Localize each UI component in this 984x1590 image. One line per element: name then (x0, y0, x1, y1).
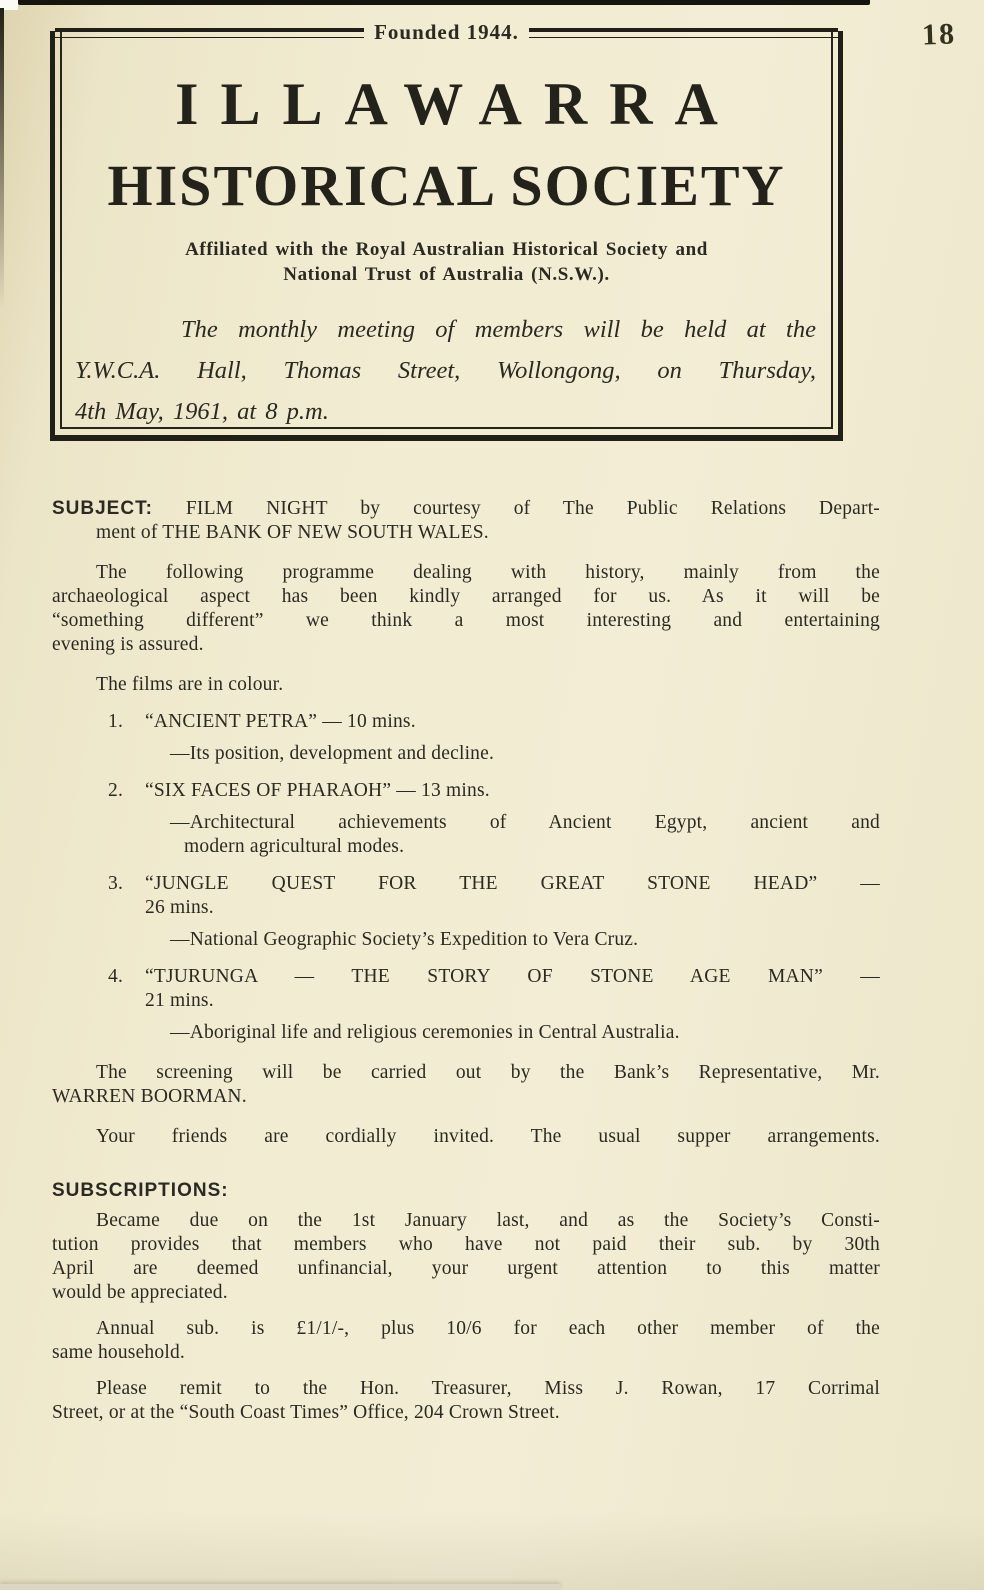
founded-rule-left (55, 28, 364, 38)
film-4-description (145, 1021, 880, 1045)
film-3-number: 3. (108, 873, 124, 894)
meeting-notice-line3: 4th May, 1961, at 8 p.m. (75, 398, 329, 425)
intro-line4: evening is assured. (52, 634, 204, 655)
meeting-notice-line1: The monthly meeting of members will be held at the (181, 316, 816, 343)
film-4-title-line1: “TJURUNGA — THE STORY OF STONE AGE MAN” — (145, 966, 880, 987)
screening-line2: WARREN BOORMAN. (52, 1086, 247, 1107)
films-colour-note: The films are in colour. (96, 674, 284, 695)
subscriptions-heading: SUBSCRIPTIONS: (52, 1180, 229, 1201)
subject-line2: ment of THE BANK OF NEW SOUTH WALES. (96, 522, 489, 543)
film-3-title (145, 872, 880, 920)
scan-top-edge (18, 0, 870, 5)
subject-line1 (52, 497, 880, 521)
film-4-title-line2: 21 mins. (145, 990, 214, 1011)
film-2-number: 2. (108, 780, 124, 801)
film-2-title-line1: “SIX FACES OF PHARAOH” — 13 mins. (145, 780, 490, 801)
society-title-line1: ILLAWARRA (175, 71, 740, 137)
founded-rule-right (529, 28, 838, 38)
film-1-title (145, 710, 880, 734)
subs-p1-line1: Became due on the 1st January last, and as the Society’s Consti- (96, 1210, 880, 1231)
film-item-3 (52, 872, 880, 952)
founded-label: Founded 1944. (374, 20, 519, 44)
intro-line1: The following programme dealing with history, mainly from the (96, 562, 880, 583)
film-2-desc-line1: —Architectural achievements of Ancient Egypt, ancient and (170, 812, 880, 833)
film-item-1 (52, 710, 880, 766)
scan-bottom-edge (0, 1584, 560, 1590)
subject-label: SUBJECT: (52, 498, 153, 519)
film-3-title-line2: 26 mins. (145, 897, 214, 918)
affiliation-line2: National Trust of Australia (N.S.W.). (283, 264, 610, 285)
film-4-title (145, 965, 880, 1013)
film-2-desc-line2: modern agricultural modes. (184, 836, 405, 857)
society-title-line2: HISTORICAL SOCIETY (107, 153, 786, 218)
masthead-box (50, 20, 843, 441)
intro-paragraph (52, 561, 880, 657)
film-2-description (145, 811, 880, 859)
subject-line1-text: FILM NIGHT by courtesy of The Public Relations Depart- (185, 498, 881, 519)
newsletter-body (52, 497, 880, 1425)
founded-row (55, 20, 838, 45)
film-1-number: 1. (108, 711, 124, 732)
screening-line1: The screening will be carried out by the Bank’s Representative, Mr. (96, 1062, 880, 1083)
subs-p1-line2: tution provides that members who have not paid their sub. by 30th (52, 1234, 880, 1255)
scan-left-edge (0, 8, 4, 308)
film-4-desc-line1: —Aboriginal life and religious ceremonies in Central Australia. (170, 1022, 680, 1043)
screening-paragraph (52, 1061, 880, 1109)
film-1-title-line1: “ANCIENT PETRA” — 10 mins. (145, 711, 416, 732)
subs-p2-line2: same household. (52, 1342, 185, 1363)
film-3-title-line1: “JUNGLE QUEST FOR THE GREAT STONE HEAD” — (145, 873, 880, 894)
subject-paragraph (52, 497, 880, 545)
invitation-paragraph: Your friends are cordially invited. The usual supper arrangements. (96, 1126, 880, 1147)
subscriptions-paragraph-1 (52, 1209, 880, 1305)
film-item-4 (52, 965, 880, 1045)
subs-p3-line2: Street, or at the “South Coast Times” Office, 204 Crown Street. (52, 1402, 560, 1423)
film-item-2 (52, 779, 880, 859)
film-3-desc-line1: —National Geographic Society’s Expedition to Vera Cruz. (170, 929, 639, 950)
meeting-notice (75, 309, 816, 432)
intro-line3: “something different” we think a most interesting and entertaining (52, 610, 880, 631)
subs-p1-line3: April are deemed unfinancial, your urgent attention to this matter (52, 1258, 880, 1279)
film-2-title (145, 779, 880, 803)
subscriptions-paragraph-3 (52, 1377, 880, 1425)
intro-line2: archaeological aspect has been kindly arranged for us. As it will be (52, 586, 880, 607)
subs-p1-line4: would be appreciated. (52, 1282, 228, 1303)
meeting-notice-line2: Y.W.C.A. Hall, Thomas Street, Wollongong, on Thursday, (75, 357, 816, 384)
affiliation-text (55, 237, 838, 287)
subs-p2-line1: Annual sub. is £1/1/-, plus 10/6 for each other member of the (96, 1318, 880, 1339)
film-3-description (145, 928, 880, 952)
film-1-desc-line1: —Its position, development and decline. (170, 743, 495, 764)
subs-p3-line1: Please remit to the Hon. Treasurer, Miss J. Rowan, 17 Corrimal (96, 1378, 880, 1399)
page-number: 18 (921, 17, 957, 52)
subscriptions-paragraph-2 (52, 1317, 880, 1365)
film-1-description (145, 742, 880, 766)
film-4-number: 4. (108, 966, 124, 987)
affiliation-line1: Affiliated with the Royal Australian Historical Society and (185, 239, 708, 260)
